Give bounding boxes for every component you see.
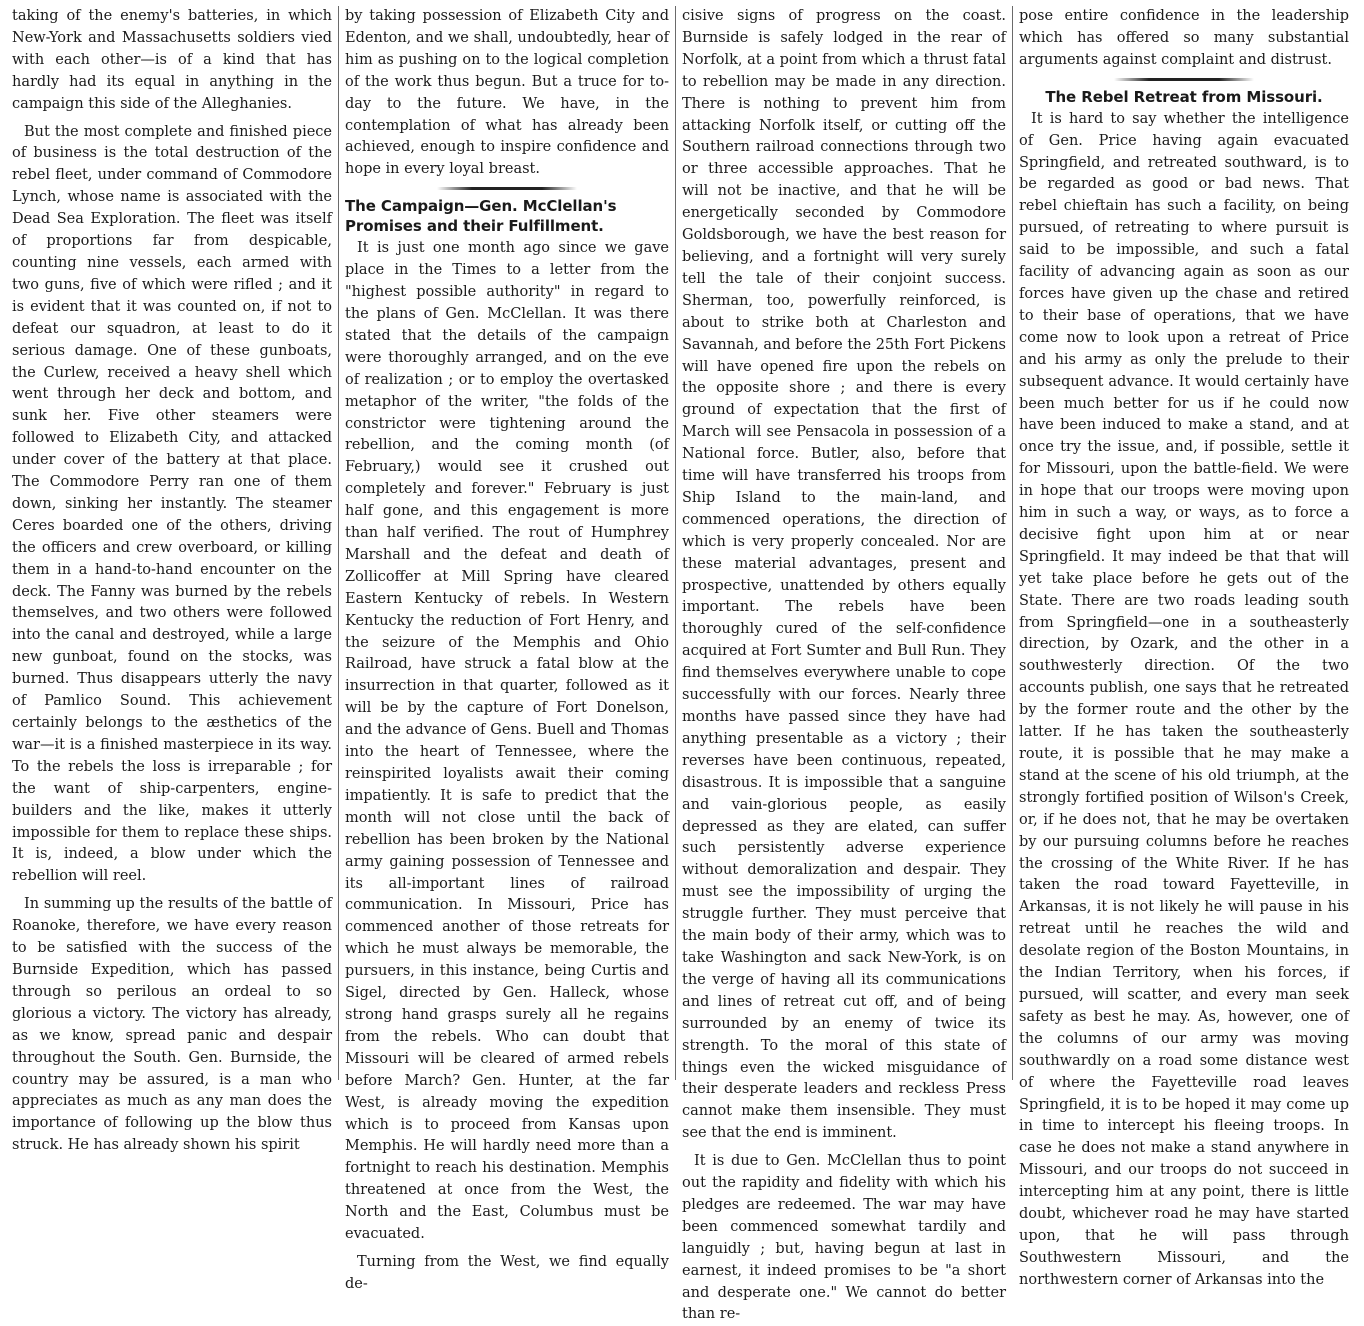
col3-paragraph-1: cisive signs of progress on the coast. Burnside is safely lodged in the rear of Norfolk, at a point from which a thrust fatal to rebellion may be made in any direction. There is nothing to prevent him from attacking Norfolk itself, or cutting off the Southern railroad connections through two or three accessible approaches. That he will not be inactive, and that he will be energetically seconded by Commodore Goldsborough, we have the best reason for believing, and a fortnight will very surely tell the tale of their conjoint success. Sherman, too, powerfully reinforced, is about to strike both at Charleston and Savannah, and before the 25th Fort Pickens will have opened fire upon the rebels on the opposite shore ; and there is every ground of expectation that the first of March will see Pensacola in possession of a National force. Butler, also, before that time will have transferred his troops from Ship Island to the main-land, and commenced operations, the direction of which is very properly concealed. Nor are these material advantages, present and prospective, unattended by others equally important. The rebels have been thoroughly cured of the self-confidence acquired at Fort Sumter and Bull Run. They find themselves everywhere unable to cope successfully with our forces. Nearly three months have passed since they have had anything presentable as a victory ; their reverses have been continuous, repeated, disastrous. It is impossible that a sanguine and vain-glorious people, as easily depressed as they are elated, can suffer such persistently adverse experience without demoralization and despair. They must see the impossibility of urging the struggle further. They must perceive that the main body of their army, which was to take Washington and sack New-York, is on the verge of having all its communications and lines of retreat cut off, and of being surrounded by an enemy of twice its strength. To the moral of this state of things even the wicked misguidance of their desperate leaders and reckless Press cannot make them insensible. They must see that the end is imminent. — [682, 8, 1006, 1142]
column-2 — [339, 6, 675, 1292]
col4-paragraph-1: pose entire confidence in the leadership which has offered so many substantial arguments against complaint and distrust. — [1019, 8, 1349, 68]
article-divider — [437, 187, 577, 190]
col2-paragraph-1: by taking possession of Elizabeth City and Edenton, and we shall, undoubtedly, hear of him as pushing on to the logical completion of the work thus begun. But a truce for to-day to the future. We have, in the contemplation of what has already been achieved, enough to inspire confidence and hope in every loyal breast. — [345, 8, 669, 178]
col1-paragraph-3: In summing up the results of the battle of Roanoke, therefore, we have every reason to be satisfied with the success of the Burnside Expedition, which has passed through so perilous an ordeal to so glorious a victory. The victory has already, as we know, spread panic and despair throughout the South. Gen. Burnside, the country may be assured, is a man who appreciates as much as any man does the importance of following up the blow thus struck. He has already shown his spirit — [12, 896, 332, 1154]
col2-paragraph-3: Turning from the West, we find equally de- — [345, 1253, 669, 1292]
col1-paragraph-1: taking of the enemy's batteries, in which New-York and Massachusetts soldiers vied with each other—is of a kind that has hardly had its equal in anything in the campaign this side of the Alleghanies. — [12, 8, 332, 112]
column-3 — [676, 6, 1012, 1323]
col4-article-heading: The Rebel Retreat from Missouri. — [1045, 87, 1323, 106]
article-divider — [1114, 78, 1254, 81]
col4-paragraph-2: It is hard to say whether the intelligence of Gen. Price having again evacuated Springfield, and retreated southward, is to be regarded as good or bad news. That rebel chieftain has such a facility, on being pursued, of retreating to where pursuit is said to be impossible, and such a fatal facility of advancing again as soon as our forces have given up the chase and retired to their base of operations, that we have come now to look upon a retreat of Price and his army as only the prelude to their subsequent advance. It would certainly have been much better for us if he could now have been induced to make a stand, and at once try the issue, and, if possible, settle it for Missouri, upon the battle-field. We were in hope that our troops were moving upon him in such a way, or ways, as to force a decisive fight upon him at or near Springfield. It may indeed be that that will yet take place before he gets out of the State. There are two roads leading south from Springfield—one in a southeasterly direction, by Ozark, and the other in a southwesterly direction. Of the two accounts publish, one says that he retreated by the former route and the other by the latter. If he has taken the southeasterly route, it is possible that he may make a stand at the scene of his old triumph, at the strongly fortified position of Wilson's Creek, or, if he does not, that he may be overtaken by our pursuing columns before he reaches the crossing of the White River. If he has taken the road toward Fayetteville, in Arkansas, it is not likely he will pause in his retreat until he reaches the wild and desolate region of the Boston Mountains, in the Indian Territory, when his forces, if pursued, will scatter, and every man seek safety as best he may. As, however, one of the columns of our army was moving southwardly on a road some distance west of where the Fayetteville road leaves Springfield, it is to be hoped it may come up in time to intercept his fleeing troops. In case he does not make a stand anywhere in Missouri, and our troops do not succeed in intercepting him at any point, there is little doubt, whichever road he may have started upon, that he will pass through Southwestern Missouri, and the northwestern corner of Arkansas into the — [1019, 110, 1349, 1288]
col1-paragraph-2: But the most complete and finished piece of business is the total destruction of the rebel fleet, under command of Commodore Lynch, whose name is associated with the Dead Sea Exploration. The fleet was itself of proportions far from despicable, counting nine vessels, each armed with two guns, five of which were rifled ; and it is evident that it was counted on, if not to defeat our squadron, at least to do it serious damage. One of these gunboats, the Curlew, received a heavy shell which went through her deck and bottom, and sunk her. Five other steamers were followed to Elizabeth City, and attacked under cover of the battery at that place. The Commodore Perry ran one of them down, sinking her instantly. The steamer Ceres boarded one of the others, driving the officers and crew overboard, or killing them in a hand-to-hand encounter on the deck. The Fanny was burned by the rebels themselves, and two others were followed into the canal and destroyed, while a large new gunboat, found on the stocks, was burned. Thus disappears utterly the navy of Pamlico Sound. This achievement certainly belongs to the æsthetics of the war—it is a finished masterpiece in its way. To the rebels the loss is irreparable ; for the want of ship-carpenters, engine-builders and the like, makes it utterly impossible for them to replace these ships. It is, indeed, a blow under which the rebellion will reel. — [12, 123, 332, 885]
col2-article-heading: The Campaign—Gen. McClellan's Promises and their Fulfillment. — [345, 197, 617, 236]
col2-paragraph-2: It is just one month ago since we gave place in the Times to a letter from the "highest possible authority" in regard to the plans of Gen. McClellan. It was there stated that the details of the campaign were thoroughly arranged, and on the eve of realization ; or to employ the overtasked metaphor of the writer, "the folds of the constrictor were tightening around the rebellion, and the coming month (of February,) would see it crushed out completely and forever." February is just half gone, and this engagement is more than half verified. The rout of Humphrey Marshall and the defeat and death of Zollicoffer at Mill Spring have cleared Eastern Kentucky of rebels. In Western Kentucky the reduction of Fort Henry, and the seizure of the Memphis and Ohio Railroad, have struck a fatal blow at the insurrection in that quarter, followed as it will be by the capture of Fort Donelson, and the advance of Gens. Buell and Thomas into the heart of Tennessee, where the reinspirited loyalists await their coming impatiently. It is safe to predict that the month will not close until the back of rebellion has been broken by the National army gaining possession of Tennessee and its all-important lines of railroad communication. In Missouri, Price has commenced another of those retreats for which he must always be memorable, the pursuers, in this instance, being Curtis and Sigel, directed by Gen. Halleck, whose strong hand grasps surely all he regains from the rebels. Who can doubt that Missouri will be cleared of armed rebels before March? Gen. Hunter, at the far West, is already moving the expedition which is to proceed from Kansas upon Memphis. He will hardly need more than a fortnight to reach his destination. Memphis threatened at once from the West, the North and the East, Columbus must be evacuated. — [345, 240, 669, 1243]
column-4 — [1013, 6, 1355, 1288]
col3-paragraph-2: It is due to Gen. McClellan thus to point out the rapidity and fidelity with which his pledges are redeemed. The war may have been commenced somewhat tardily and languidly ; but, having begun at last in earnest, it indeed promises to be "a short and desperate one." We cannot do better than re- — [682, 1153, 1006, 1323]
column-1 — [6, 6, 338, 1154]
